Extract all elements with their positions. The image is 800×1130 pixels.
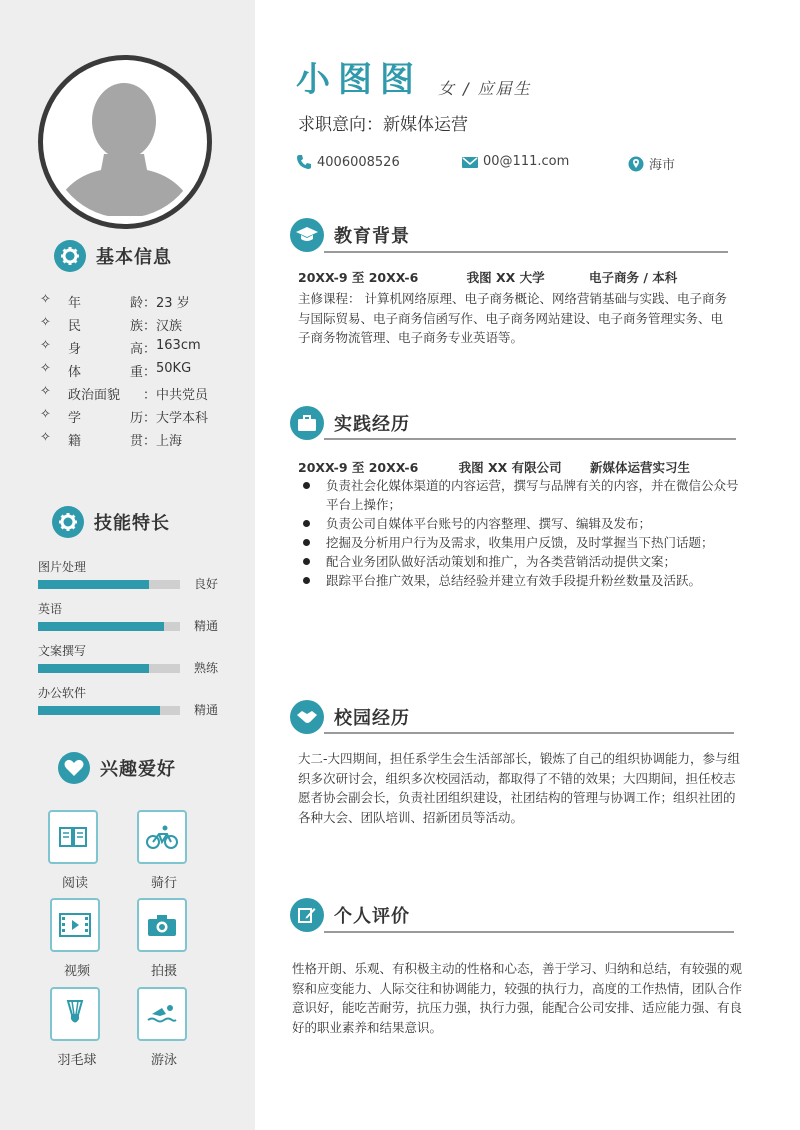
skills-title: 技能特长 (94, 513, 170, 534)
skill-bar-track (38, 664, 180, 673)
basic-info-row (40, 315, 182, 334)
star-bullet-icon: ✧ (40, 384, 51, 399)
heart-icon (58, 752, 90, 784)
basic-info-row (40, 430, 182, 449)
info-colon: ： (143, 296, 157, 311)
candidate-subtitle: 女 / 应届生 (438, 79, 532, 98)
hobby-item (137, 987, 191, 1068)
evaluation-text: 性格开朗、乐观、有积极主动的性格和心态，善于学习、归纳和总结，有较强的观察和应变能力、人际交往和协调能力，较强的执行力，高度的工作热情，团队合作意识好，能吃苦耐劳，抗压力强，执行力强，能配合公司安排、适应能力强、有良好的职业素养和结果意识。 (292, 961, 743, 1035)
email-address: 00@111.com (483, 154, 570, 169)
info-key-part: 族 (129, 319, 143, 334)
skill-level: 精通 (194, 703, 219, 717)
info-value: 大学本科 (156, 411, 209, 426)
star-bullet-icon: ✧ (40, 361, 51, 376)
skill-bar-track (38, 622, 180, 631)
skill-bar-fill (38, 580, 149, 589)
skill-name: 文案撰写 (38, 644, 87, 658)
book-icon (48, 810, 98, 864)
info-value: 中共党员 (156, 388, 209, 403)
info-key-part: 民 (68, 319, 82, 334)
location-text: 海市 (649, 158, 676, 173)
practice-title: 实践经历 (334, 414, 410, 435)
hobby-item (50, 898, 104, 979)
gear-icon (54, 240, 86, 272)
skill-level: 精通 (194, 619, 219, 633)
hobby-label: 拍摄 (150, 964, 177, 979)
campus-divider (324, 732, 734, 734)
info-key (68, 384, 143, 403)
education-heading (290, 218, 410, 252)
contact-email (462, 154, 569, 169)
skill-level: 良好 (194, 577, 219, 591)
basic-info-title: 基本信息 (96, 247, 172, 268)
skill-name: 办公软件 (38, 686, 87, 700)
info-key-part: 体 (68, 365, 82, 380)
hobby-label: 阅读 (61, 876, 88, 891)
info-value: 23 岁 (156, 296, 190, 311)
practice-bullet: 挖掘及分析用户行为及需求，收集用户反馈，及时掌握当下热门话题； (298, 533, 743, 552)
info-value: 汉族 (156, 319, 183, 334)
skill-name: 图片处理 (38, 560, 87, 574)
info-value: 50KG (156, 361, 192, 376)
info-colon: ： (143, 434, 157, 449)
info-key (68, 430, 143, 449)
info-colon: ： (143, 319, 157, 334)
star-bullet-icon: ✧ (40, 430, 51, 445)
info-colon: ： (143, 388, 157, 403)
candidate-name: 小图图 (296, 60, 422, 100)
info-key-part: 学 (68, 411, 82, 426)
info-key-part: 政治面貌 (68, 388, 121, 403)
education-major: 电子商务 / 本科 (588, 270, 678, 285)
basic-info-row (40, 338, 201, 357)
briefcase-icon (290, 406, 324, 440)
hobby-label: 视频 (63, 964, 90, 979)
skill-bar-fill (38, 706, 160, 715)
hobbies-heading (58, 752, 176, 784)
skill-item (38, 558, 238, 591)
skill-level: 熟练 (194, 661, 219, 675)
hobby-label: 羽毛球 (57, 1053, 97, 1068)
info-key (68, 315, 143, 334)
education-courses: 主修课程： 计算机网络原理、电子商务概论、网络营销基础与实践、电子商务与国际贸易、电子商务信函写作、电子商务网站建设、电子商务管理实务、电子商务物流管理、电子商务专业英语等。 (298, 291, 727, 345)
skill-bar-track (38, 706, 180, 715)
info-value: 上海 (156, 434, 183, 449)
hobby-item (50, 987, 104, 1068)
practice-heading (290, 406, 410, 440)
practice-role: 新媒体运营实习生 (589, 460, 690, 475)
bicycle-icon (137, 810, 187, 864)
info-key-part: 贯 (129, 434, 143, 449)
skill-bar-fill (38, 622, 164, 631)
basic-info-row (40, 407, 208, 426)
info-key (68, 407, 143, 426)
basic-info-row (40, 292, 190, 311)
skill-bar-fill (38, 664, 149, 673)
practice-bullet: 负责公司自媒体平台账号的内容整理、撰写、编辑及发布； (298, 514, 743, 533)
evaluation-heading (290, 898, 410, 932)
education-divider (324, 251, 728, 253)
campus-text: 大二-大四期间，担任系学生会生活部部长，锻炼了自己的组织协调能力，参与组织多次研讨会，组织多次校园活动，都取得了不错的效果；大四期间，担任校志愿者协会副会长，负责社团组织建设，社团结构的管理与协调工作；组织社团的各种大会、团队培训、招新团员等活动。 (298, 751, 741, 825)
education-period: 20XX-9 至 20XX-6 (298, 270, 419, 285)
education-header-row (298, 268, 677, 286)
practice-bullet: 跟踪平台推广效果，总结经验并建立有效手段提升粉丝数量及活跃。 (298, 571, 743, 590)
hobby-item (137, 810, 191, 891)
info-key-part: 年 (68, 296, 82, 311)
skill-item (38, 600, 238, 633)
practice-header-row (298, 458, 690, 476)
skill-bar-track (38, 580, 180, 589)
info-colon: ： (143, 342, 157, 357)
info-colon: ： (143, 411, 157, 426)
education-title: 教育背景 (334, 226, 410, 247)
campus-title: 校园经历 (334, 708, 410, 729)
info-key (68, 292, 143, 311)
basic-info-heading (54, 240, 172, 272)
hobby-label: 骑行 (150, 876, 177, 891)
basic-info-row (40, 361, 191, 380)
evaluation-title: 个人评价 (334, 906, 410, 927)
phone-icon (296, 154, 312, 170)
swimming-icon (137, 987, 187, 1041)
skills-heading (52, 506, 170, 538)
practice-divider (324, 438, 736, 440)
info-key-part: 籍 (68, 434, 82, 449)
contact-location (628, 154, 675, 173)
skill-item (38, 684, 238, 717)
education-school: 我图 XX 大学 (466, 270, 545, 285)
hobby-item (48, 810, 102, 891)
info-key-part: 身 (68, 342, 82, 357)
practice-bullet: 配合业务团队做好活动策划和推广，为各类营销活动提供文案； (298, 552, 743, 571)
campus-heading (290, 700, 410, 734)
info-key-part: 重 (129, 365, 143, 380)
info-key-part: 高 (129, 342, 143, 357)
skill-item (38, 642, 238, 675)
contact-phone (296, 154, 400, 170)
star-bullet-icon: ✧ (40, 407, 51, 422)
sidebar (0, 0, 255, 1130)
info-colon: ： (143, 365, 157, 380)
info-value: 163cm (156, 338, 201, 353)
gear-icon (52, 506, 84, 538)
basic-info-row (40, 384, 208, 403)
edit-icon (290, 898, 324, 932)
graduation-cap-icon (290, 218, 324, 252)
info-key-part: 龄 (129, 296, 143, 311)
info-key-part: 历 (129, 411, 143, 426)
avatar (38, 55, 212, 229)
hobbies-title: 兴趣爱好 (100, 759, 176, 780)
handshake-icon (290, 700, 324, 734)
film-icon (50, 898, 100, 952)
badminton-icon (50, 987, 100, 1041)
star-bullet-icon: ✧ (40, 338, 51, 353)
phone-number: 4006008526 (317, 154, 400, 170)
info-key (68, 338, 143, 357)
location-pin-icon (628, 156, 644, 172)
evaluation-divider (324, 931, 734, 933)
info-key (68, 361, 143, 380)
practice-period: 20XX-9 至 20XX-6 (298, 460, 419, 475)
avatar-placeholder-icon (49, 66, 199, 216)
mail-icon (462, 155, 478, 169)
job-intent: 求职意向：新媒体运营 (298, 115, 468, 135)
skill-name: 英语 (38, 602, 63, 616)
practice-company: 我图 XX 有限公司 (458, 460, 562, 475)
hobby-item (137, 898, 191, 979)
practice-bullet-list (298, 476, 743, 590)
practice-bullet: 负责社会化媒体渠道的内容运营，撰写与品牌有关的内容，并在微信公众号平台上操作； (298, 476, 743, 514)
star-bullet-icon: ✧ (40, 292, 51, 307)
hobby-label: 游泳 (150, 1053, 177, 1068)
camera-icon (137, 898, 187, 952)
star-bullet-icon: ✧ (40, 315, 51, 330)
